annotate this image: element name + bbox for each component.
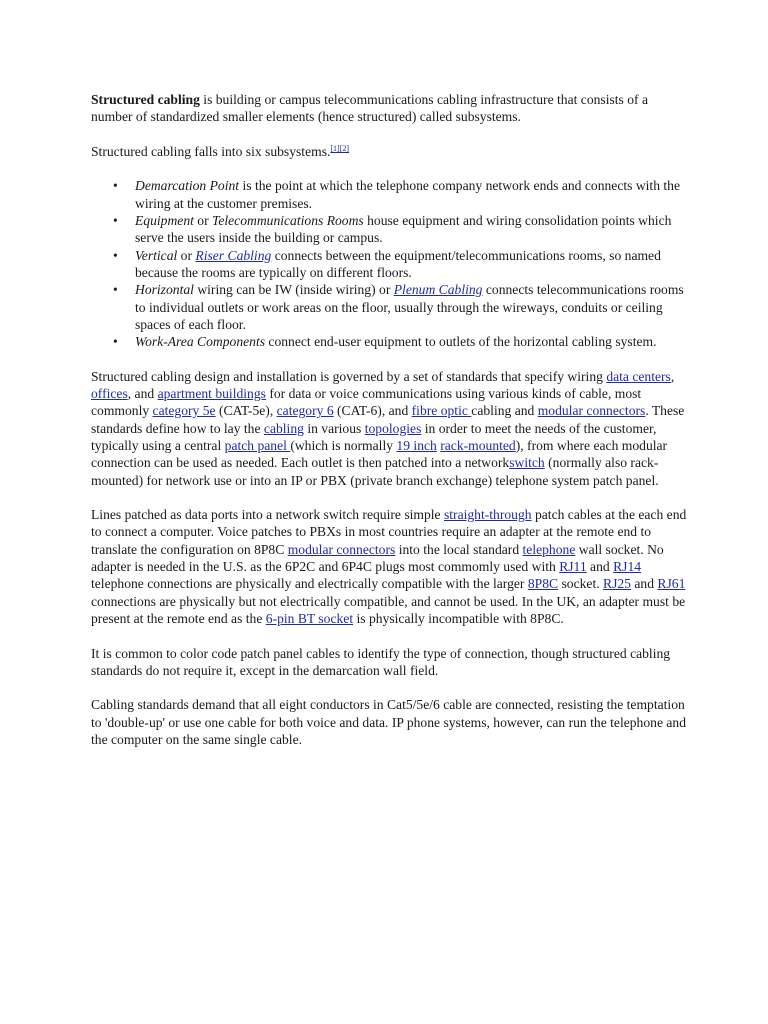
term-telecommunications-rooms: Telecommunications Rooms	[212, 213, 364, 229]
term-work-area-components: Work-Area Components	[135, 334, 266, 350]
list-item	[113, 212, 691, 247]
list-item	[113, 247, 691, 282]
link-category-5e[interactable]: category 5e	[152, 403, 216, 419]
bullet-icon: •	[113, 213, 118, 229]
link-data-centers[interactable]: data centers	[606, 368, 671, 384]
paragraph-text: Structured cabling design and installation is governed by a set of standards that specify wiring	[91, 368, 607, 384]
term-vertical: Vertical	[135, 247, 178, 263]
paragraph-standards	[91, 368, 691, 489]
bullet-icon: •	[113, 282, 118, 298]
list-item-text: connects telecommunications rooms to individual outlets or work areas on the floor, usually through the wireways, conduits or ceiling spaces of each floor.	[135, 282, 684, 332]
paragraph-text: and	[630, 576, 658, 592]
paragraph-text: connections are physically but not electrically compatible, and cannot be used. In the UK, an adapter must be present at the remote end as the	[91, 593, 686, 626]
link-switch[interactable]: switch	[509, 455, 545, 471]
paragraph-text: is physically incompatible with 8P8C.	[353, 610, 564, 626]
link-riser-cabling[interactable]: Riser Cabling	[195, 247, 272, 263]
link-apartment-buildings[interactable]: apartment buildings	[157, 386, 266, 402]
term-equipment: Equipment	[135, 213, 194, 229]
paragraph-text: ,	[670, 368, 675, 384]
link-rj14[interactable]: RJ14	[613, 559, 642, 575]
paragraph-conductors	[91, 696, 691, 748]
paragraph-text: (CAT-6), and	[333, 403, 412, 419]
paragraph-text: , and	[127, 386, 158, 402]
list-item-text: wiring can be IW (inside wiring) or	[193, 282, 394, 298]
paragraph-text: is building or campus telecommunications cabling infrastructure that consists of a number of standardized smaller elements (hence structured) called subsystems.	[91, 92, 648, 125]
link-fibre-optic[interactable]: fibre optic	[411, 403, 472, 419]
list-item-text: connects between the equipment/telecommunications rooms, so named because the rooms are typically on different floors.	[135, 247, 661, 280]
document-page	[91, 91, 691, 766]
link-telephone[interactable]: telephone	[522, 541, 576, 557]
bullet-icon: •	[113, 334, 118, 350]
paragraph-text: for data or voice communications using various kinds of cable, most commonly	[91, 386, 642, 419]
paragraph-color-code	[91, 645, 691, 680]
list-item-text: house equipment and wiring consolidation points which serve the users inside the building or campus.	[135, 213, 672, 246]
paragraph-text: and	[586, 559, 614, 575]
link-rj11[interactable]: RJ11	[559, 559, 587, 575]
link-rack-mounted[interactable]: rack-mounted	[440, 437, 516, 453]
link-category-6[interactable]: category 6	[276, 403, 334, 419]
list-item	[113, 333, 691, 350]
paragraph-text: in various	[303, 420, 365, 436]
link-patch-panel[interactable]: patch panel	[224, 437, 291, 453]
paragraph-text: (normally also rack-mounted) for network use or into an IP or PBX (private branch exchange) telephone system patch panel.	[91, 455, 659, 488]
paragraph-text: (CAT-5e),	[215, 403, 277, 419]
paragraph-text: into the local standard	[395, 541, 523, 557]
paragraph-text: telephone connections are physically and electrically compatible with the larger	[91, 576, 528, 592]
list-item-text: or	[177, 247, 196, 263]
paragraph-text: Structured cabling falls into six subsystems.	[91, 143, 331, 159]
term-demarcation-point: Demarcation Point	[135, 178, 240, 194]
link-modular-connectors[interactable]: modular connectors	[537, 403, 646, 419]
paragraph-text: patch cables at the each end to connect a computer. Voice patches to PBXs in most countries require an adapter at the remote end to translate the configuration on 8P8C	[91, 507, 687, 557]
paragraph-text: (which is normally	[290, 437, 397, 453]
paragraph-text: . These standards define how to lay the	[91, 403, 685, 436]
paragraph-text: Lines patched as data ports into a network switch require simple	[91, 507, 444, 523]
term-structured-cabling: Structured cabling	[91, 92, 200, 107]
paragraph-text: Cabling standards demand that all eight conductors in Cat5/5e/6 cable are connected, resisting the temptation to 'double-up' or use one cable for both voice and data. IP phone systems, however, can run the telephone and the computer on the same single cable.	[91, 697, 686, 747]
paragraph-patching	[91, 506, 691, 627]
link-6-pin-bt-socket[interactable]: 6-pin BT socket	[265, 610, 354, 626]
paragraph-text: It is common to color code patch panel cables to identify the type of connection, though structured cabling standards do not require it, except in the demarcation wall field.	[91, 645, 671, 678]
link-offices[interactable]: offices	[91, 386, 128, 402]
link-rj61[interactable]: RJ61	[657, 576, 686, 592]
link-plenum-cabling[interactable]: Plenum Cabling	[393, 282, 483, 298]
list-item	[113, 281, 691, 333]
term-horizontal: Horizontal	[135, 282, 194, 298]
paragraph-text: cabling and	[471, 403, 538, 419]
subsystems-list	[91, 177, 691, 350]
link-topologies[interactable]: topologies	[364, 420, 422, 436]
list-item-text: or	[193, 213, 213, 229]
paragraph-intro	[91, 91, 691, 126]
list-item	[113, 177, 691, 212]
paragraph-text: socket.	[558, 576, 604, 592]
list-item-text: connect end-user equipment to outlets of the horizontal cabling system.	[265, 334, 657, 350]
bullet-icon: •	[113, 247, 118, 263]
link-8p8c[interactable]: 8P8C	[527, 576, 559, 592]
bullet-icon: •	[113, 178, 118, 194]
paragraph-text: ), from where each modular connection can be used as needed. Each outlet is then patched into a network	[91, 437, 668, 471]
link-straight-through[interactable]: straight-through	[443, 507, 532, 523]
paragraph-text: wall socket. No adapter is needed in the U.S. as the 6P2C and 6P4C plugs most commomly used with	[91, 541, 664, 575]
paragraph-text: in order to meet the needs of the customer, typically using a central	[91, 420, 657, 453]
link-cabling[interactable]: cabling	[263, 420, 304, 436]
link-19-inch[interactable]: 19 inch	[396, 437, 437, 453]
link-rj25[interactable]: RJ25	[603, 576, 631, 592]
link-modular-connectors-2[interactable]: modular connectors	[287, 541, 396, 557]
reference-link[interactable]: [1][2]	[330, 143, 350, 153]
paragraph-subsystems	[91, 143, 691, 160]
list-item-text: is the point at which the telephone company network ends and connects with the wiring at the customer premises.	[135, 178, 681, 211]
